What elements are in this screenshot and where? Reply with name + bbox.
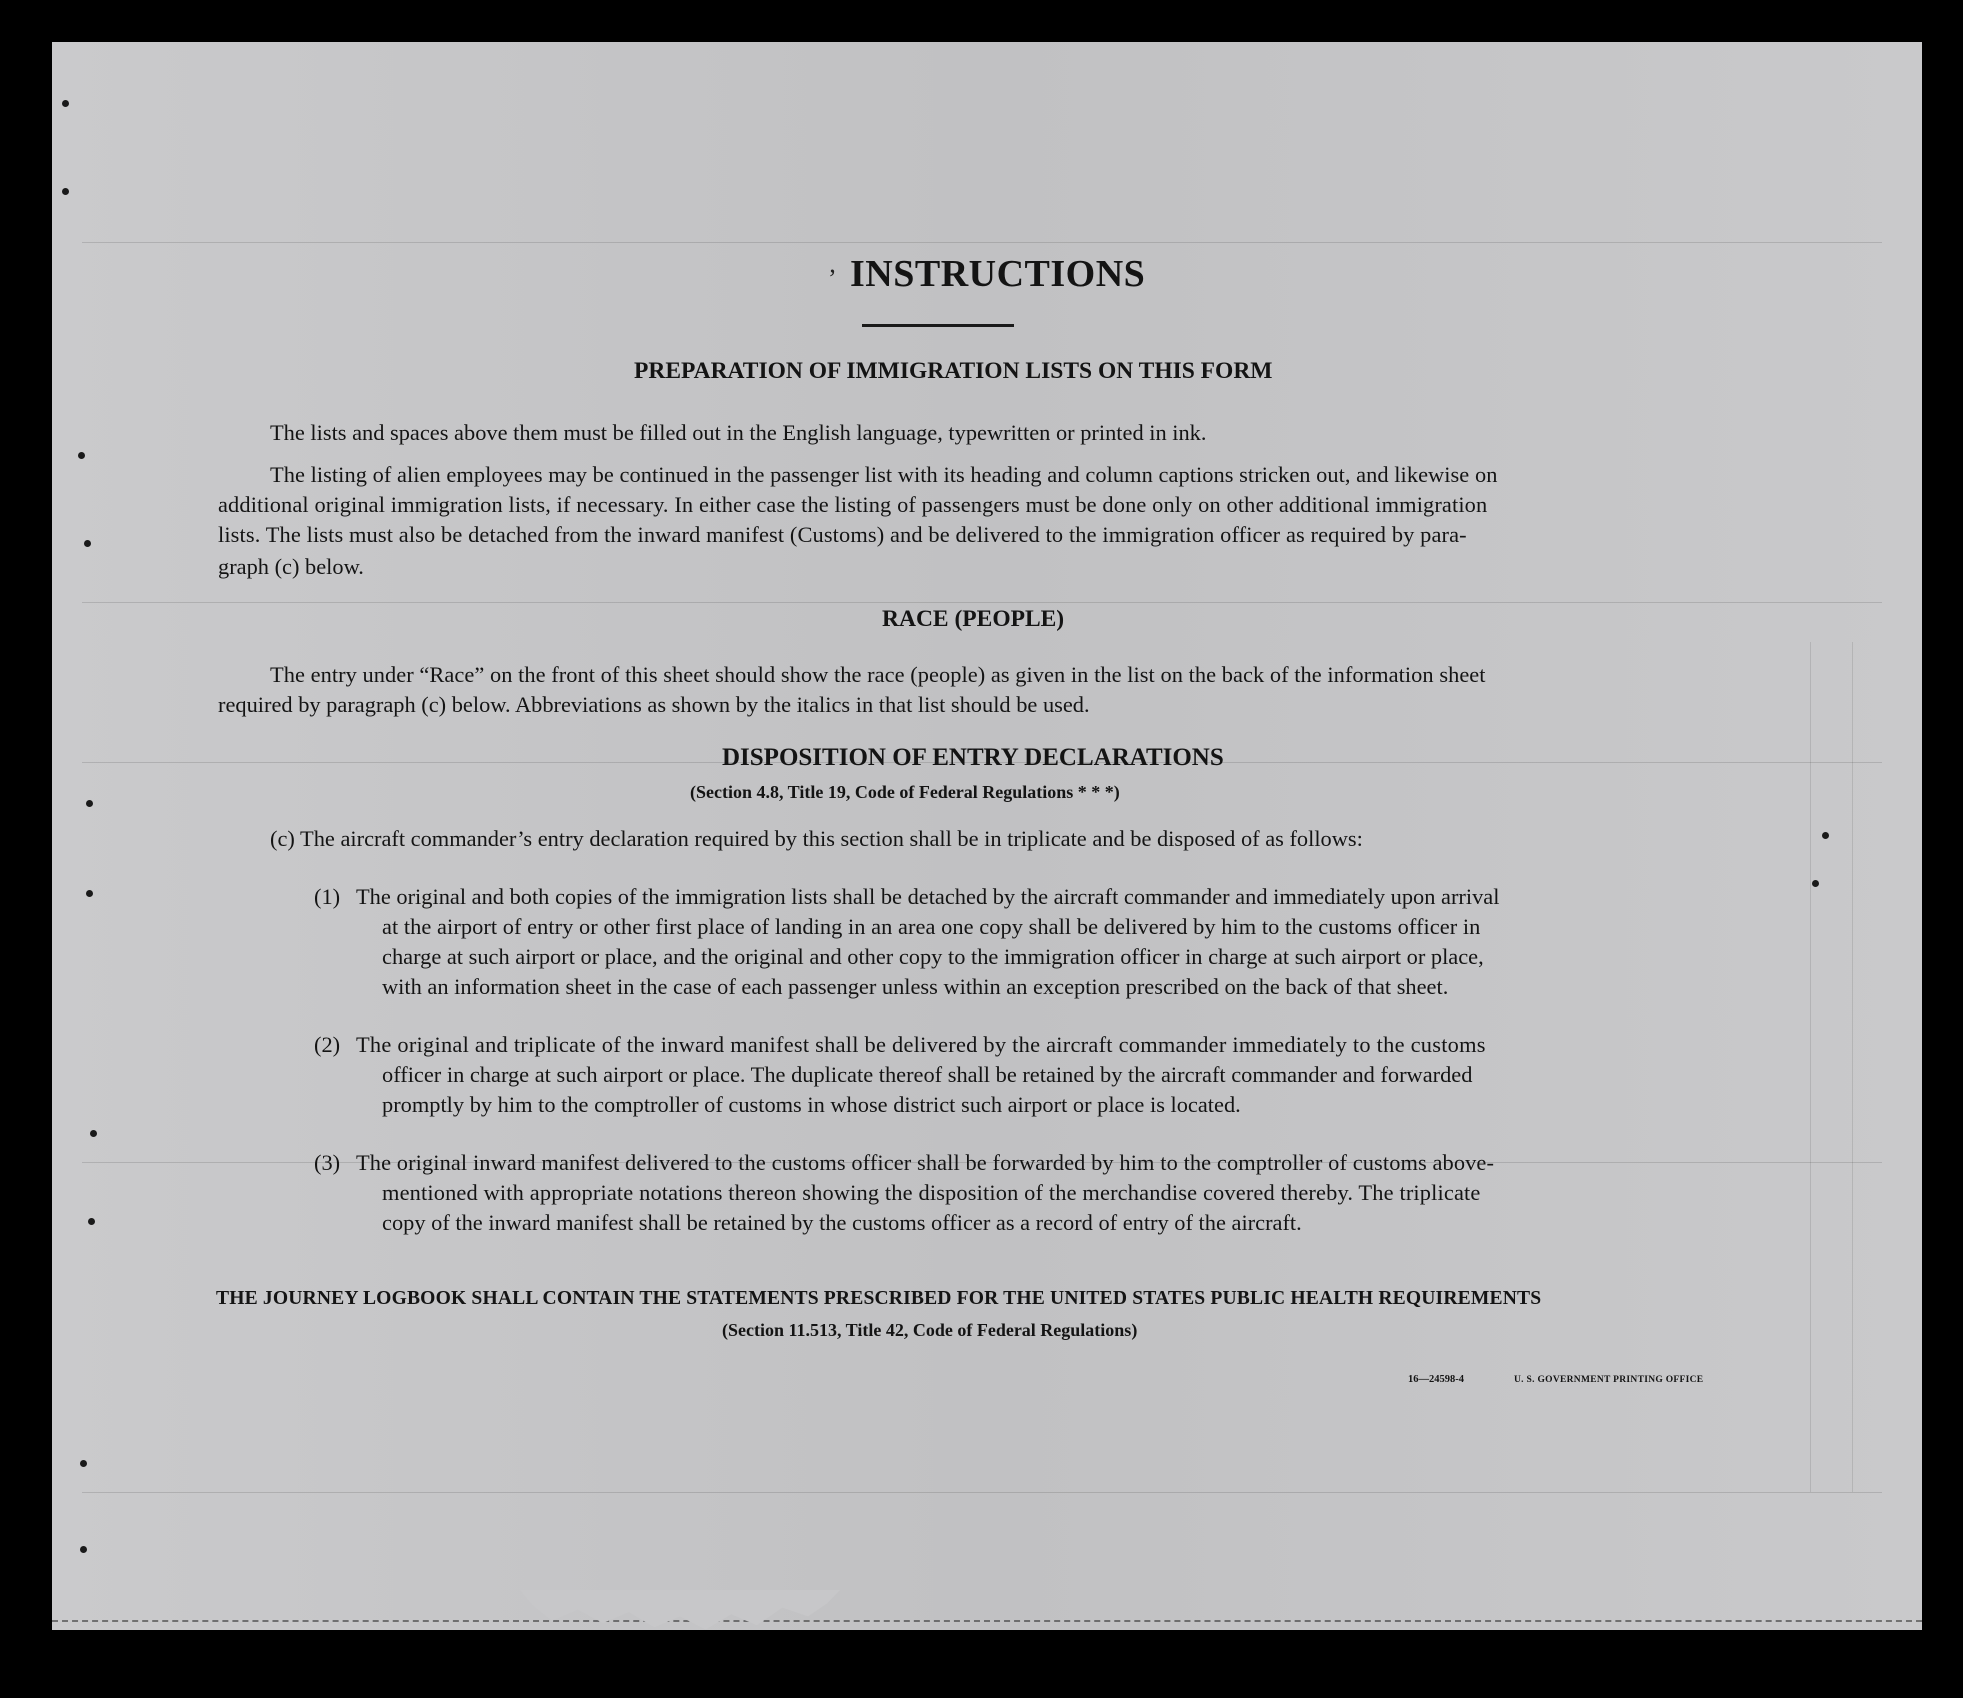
printing-office: U. S. GOVERNMENT PRINTING OFFICE [1514, 1375, 1704, 1385]
page-title: INSTRUCTIONS [850, 253, 1146, 295]
list-item-line: The original and both copies of the immigration lists shall be detached by the aircraft commander and immediately upon arrival [356, 884, 1500, 909]
section-heading-race: RACE (PEOPLE) [882, 606, 1065, 632]
logbook-statement: THE JOURNEY LOGBOOK SHALL CONTAIN THE STATEMENTS PRESCRIBED FOR THE UNITED STATES PUBLIC HEALTH REQUIREMENTS [216, 1288, 1542, 1309]
bleed-through-rule [82, 1492, 1882, 1493]
list-item-line: mentioned with appropriate notations thereon showing the disposition of the merchandise covered thereby. The triplicate [382, 1180, 1481, 1205]
punch-hole [86, 800, 93, 807]
list-item-line: promptly by him to the comptroller of customs in whose district such airport or place is located. [382, 1092, 1241, 1117]
title-underline [862, 324, 1014, 327]
paragraph-intro: (c) The aircraft commander’s entry declaration required by this section shall be in triplicate and be disposed of as follows: [270, 826, 1363, 851]
punch-hole [80, 1460, 87, 1467]
list-item-line: at the airport of entry or other first place of landing in an area one copy shall be delivered by him to the customs officer in [382, 914, 1481, 939]
perforation-line [52, 1620, 1922, 1622]
list-item-line: copy of the inward manifest shall be retained by the customs officer as a record of entry of the aircraft. [382, 1210, 1302, 1235]
list-item-number: (3) [314, 1150, 341, 1175]
punch-hole [78, 452, 85, 459]
bleed-through-rule [1810, 642, 1811, 1492]
list-item-line: The original inward manifest delivered to the customs officer shall be forwarded by him to the comptroller of customs above- [356, 1150, 1495, 1175]
bleed-through-rule [82, 602, 1882, 603]
form-number: 16—24598-4 [1408, 1374, 1464, 1385]
list-item-line: charge at such airport or place, and the original and other copy to the immigration officer in charge at such airport or place, [382, 944, 1484, 969]
bleed-through [772, 70, 781, 98]
bleed-through-rule [82, 242, 1882, 243]
section-heading-disposition: DISPOSITION OF ENTRY DECLARATIONS [722, 744, 1224, 771]
punch-hole [1812, 880, 1819, 887]
list-item-line: The original and triplicate of the inward manifest shall be delivered by the aircraft commander immediately to the customs [356, 1032, 1486, 1057]
list-item-line: officer in charge at such airport or place. The duplicate thereof shall be retained by the aircraft commander and forwarded [382, 1062, 1473, 1087]
logbook-citation: (Section 11.513, Title 42, Code of Federal Regulations) [722, 1320, 1138, 1340]
punch-hole [80, 1546, 87, 1553]
document-sheet [52, 42, 1922, 1630]
punch-hole [1822, 832, 1829, 839]
list-item-number: (2) [314, 1032, 341, 1057]
list-item-line: with an information sheet in the case of each passenger unless within an exception prescribed on the back of that sheet. [382, 974, 1449, 999]
punch-hole [62, 188, 69, 195]
pen-tick: ’ [828, 264, 837, 293]
punch-hole [62, 100, 69, 107]
punch-hole [88, 1218, 95, 1225]
section-citation: (Section 4.8, Title 19, Code of Federal Regulations * * *) [690, 782, 1120, 802]
punch-hole [90, 1130, 97, 1137]
paragraph-line: required by paragraph (c) below. Abbreviations as shown by the italics in that list should be used. [218, 692, 1090, 717]
punch-hole [84, 540, 91, 547]
paragraph-line: The lists and spaces above them must be filled out in the English language, typewritten or printed in ink. [270, 420, 1207, 445]
list-item-number: (1) [314, 884, 341, 909]
paragraph-line: lists. The lists must also be detached from the inward manifest (Customs) and be delivered to the immigration officer as required by para- [218, 522, 1467, 547]
paragraph-line: The entry under “Race” on the front of this sheet should show the race (people) as given in the list on the back of the information sheet [270, 662, 1486, 687]
paragraph-line: additional original immigration lists, if necessary. In either case the listing of passengers must be done only on other additional immigration [218, 492, 1488, 517]
punch-hole [86, 890, 93, 897]
bleed-through-rule [1852, 642, 1853, 1492]
section-heading-preparation: PREPARATION OF IMMIGRATION LISTS ON THIS FORM [634, 358, 1273, 384]
paragraph-line: graph (c) below. [218, 554, 364, 579]
paragraph-line: The listing of alien employees may be continued in the passenger list with its heading and column captions stricken out, and likewise on [270, 462, 1498, 487]
